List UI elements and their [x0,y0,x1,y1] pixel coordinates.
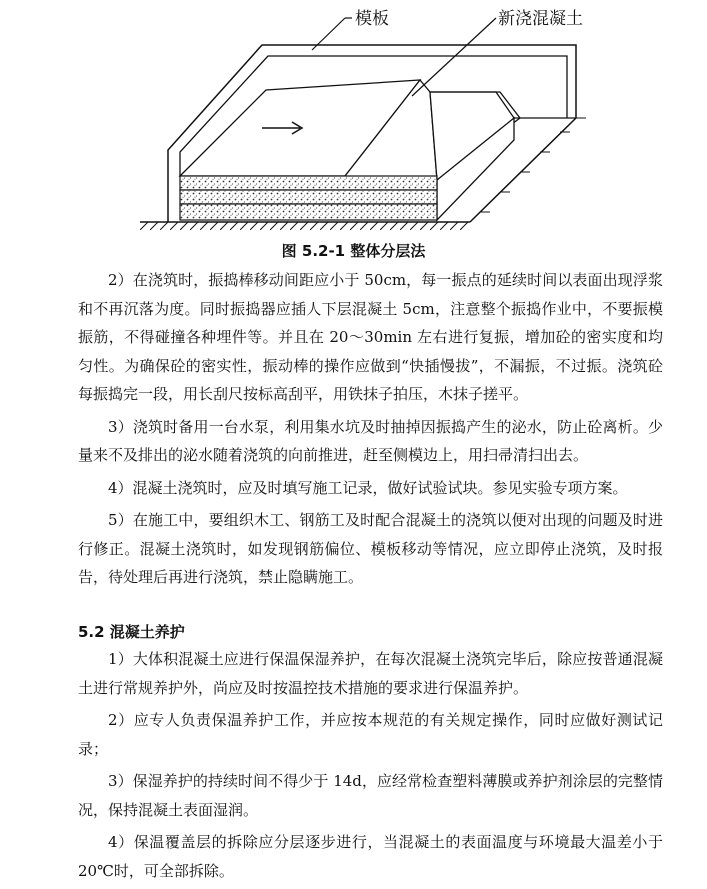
paragraph: 2）应专人负责保温养护工作，并应按本规范的有关规定操作，同时应做好测试记录； [78,711,663,758]
layer-1 [180,176,437,190]
paragraph: 4）保温覆盖层的拆除应分层逐步进行，当混凝土的表面温度与环境最大温差小于 20℃时，可全部拆除。 [78,833,663,880]
body-section-a [78,266,663,596]
paragraph: 5）在施工中，要组织木工、钢筋工及时配合混凝土的浇筑以便对出现的问题及时进行修正。混凝土浇筑时，如发现钢筋偏位、模板移动等情况，应立即停止浇筑，及时报告，待处理后再进行浇筑，禁止隐瞒施工。 [78,511,663,586]
figure-caption: 图 5.2-1 整体分层法 [281,242,426,260]
layered-pouring-figure [0,0,707,240]
paragraph: 3）保湿养护的持续时间不得少于 14d，应经常检查塑料薄膜或养护剂涂层的完整情况，保持混凝土表面湿润。 [78,772,663,819]
label-formwork: 模板 [355,9,389,29]
ground-hatch [140,222,470,230]
paragraph: 4）混凝土浇筑时，应及时填写施工记录，做好试验试块。参见实验专项方案。 [108,478,628,497]
layer-2 [180,190,437,204]
paragraph: 3）浇筑时备用一台水泵，利用集水坑及时抽掉因振捣产生的泌水，防止砼离析。少量来不及排出的泌水随着浇筑的向前推进，赶至侧模边上，用扫帚清扫出去。 [78,417,663,464]
body-section-b [78,645,663,889]
paragraph: 2）在浇筑时，振捣棒移动间距应小于 50cm，每一振点的延续时间以表面出现浮浆和不再沉落为度。同时振捣器应插人下层混凝土 5cm，注意整个振捣作业中，不要振模振筋，不得碰撞各种埋件等。并且在 20～30min 左右进行复振，增加砼的密实度和均匀性。为确保砼的密实性，振动棒的操作应做到“快插慢拔”，不漏振，不过振。浇筑砼每振捣完一段，用长刮尺按标高刮平，用铁抹子拍压，木抹子搓平。 [78,271,663,403]
paragraph: 1）大体积混凝土应进行保温保湿养护，在每次混凝土浇筑完毕后，除应按普通混凝土进行常规养护外，尚应及时按温控技术措施的要求进行保温养护。 [78,650,663,697]
new-concrete-leader-line [412,18,496,96]
label-new-concrete: 新浇混凝土 [498,9,583,29]
layer-3 [180,204,437,220]
section-heading: 5.2 混凝土养护 [78,623,185,641]
